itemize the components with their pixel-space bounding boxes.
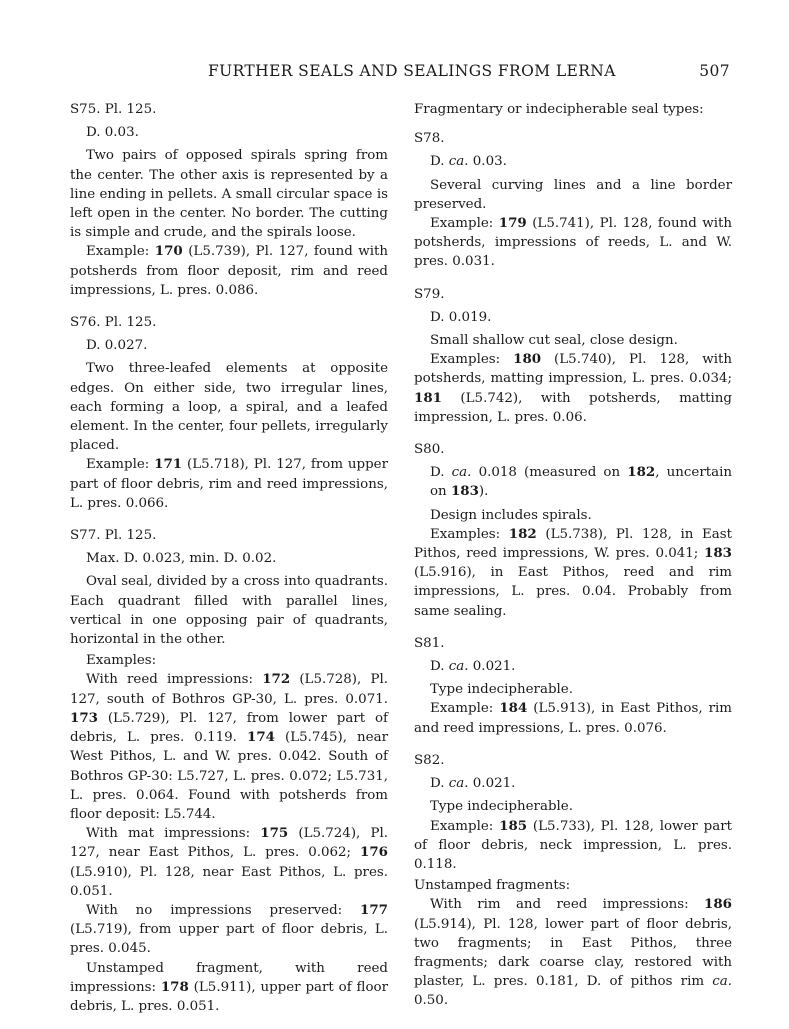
dimension: [430, 657, 732, 676]
description: Type indecipherable.: [430, 682, 573, 698]
dim-text: D.: [430, 154, 449, 170]
item-label: Unstamped fragment, with reed impressions:: [70, 960, 388, 995]
example: [70, 242, 388, 300]
catalog-number: 178: [160, 978, 189, 995]
example-label: Example:: [86, 244, 155, 260]
example-label: Example:: [430, 818, 500, 834]
running-title: FURTHER SEALS AND SEALINGS FROM LERNA: [208, 62, 616, 80]
catalog-number: 181: [414, 389, 442, 406]
example-text: (L5.742), with potsherds, matting impression, L. pres. 0.06.: [414, 390, 732, 425]
page-number: 507: [699, 62, 730, 80]
circa: ca.: [712, 974, 732, 990]
dim-text: D.: [430, 465, 452, 481]
example: [70, 455, 388, 513]
description: Two three-leafed elements at opposite edges. On either side, two irregular lines, each forming a loop, a spiral, and a leafed element. In the center, four pellets, irregularly placed.: [70, 361, 388, 454]
catalog-number: 179: [498, 215, 527, 232]
entry-heading: S81.: [414, 635, 445, 651]
dimension: D. 0.027.: [86, 338, 148, 354]
item-text: (L5.914), Pl. 128, lower part of floor debris, two fragments; in East Pithos, three fragments; dark coarse clay, restored with plaster, L. pres. 0.181, D. of pithos rim: [414, 916, 732, 990]
entry-s78: [414, 129, 732, 271]
example-label: Example:: [86, 457, 155, 473]
example: [414, 214, 732, 272]
description: Type indecipherable.: [430, 799, 573, 815]
dimension: D. 0.019.: [430, 309, 492, 325]
dim-text: D.: [430, 659, 449, 675]
example-text: (L5.741), Pl. 128, found with potsherds, impressions of reeds, L. and W. pres. 0.031.: [414, 216, 732, 270]
dimension: Max. D. 0.023, min. D. 0.02.: [86, 551, 277, 567]
item-text: (L5.728), Pl. 127, south of Bothros GP-30, L. pres. 0.071.: [70, 672, 388, 707]
item-text: (L5.910), Pl. 128, near East Pithos, L. pres. 0.051.: [70, 864, 388, 899]
description: Several curving lines and a line border preserved.: [414, 177, 732, 212]
item-label: With rim and reed impressions:: [430, 897, 705, 913]
unstamped-fragment-item: [70, 959, 388, 1017]
catalog-number: 182: [508, 525, 537, 542]
entry-s75: [70, 100, 388, 300]
entry-heading: S77. Pl. 125.: [70, 528, 157, 544]
item-text: (L5.745), near West Pithos, L. and W. pres. 0.042. South of Bothros GP-30: L5.727, L. pres. 0.072; L5.731, L. pres. 0.064. Found with potsherds from floor deposit: L5.744.: [70, 730, 388, 822]
catalog-number: 171: [154, 456, 183, 473]
catalog-number: 175: [260, 825, 289, 842]
dimension: [430, 463, 732, 501]
dim-text: D.: [430, 776, 449, 792]
description: Oval seal, divided by a cross into quadrants. Each quadrant filled with parallel lines, vertical in one opposing pair of quadrants, horizontal in the other.: [70, 574, 388, 648]
dim-text: 0.021.: [468, 659, 516, 675]
catalog-number: 184: [499, 700, 528, 717]
catalog-number: 186: [704, 896, 732, 913]
example-text: (L5.740), Pl. 128, with potsherds, matting impression, L. pres. 0.034;: [414, 352, 732, 387]
item-label: With no impressions preserved:: [86, 902, 361, 918]
example-label: Examples:: [430, 526, 509, 542]
left-column: [70, 100, 388, 1029]
example-text: (L5.739), Pl. 127, found with potsherds from floor deposit, rim and reed impressions, L. pres. 0.086.: [70, 244, 388, 298]
item-label: With mat impressions:: [86, 826, 261, 842]
example-label: Example:: [430, 216, 499, 232]
entry-s77: [70, 526, 388, 1016]
catalog-number: 180: [513, 351, 542, 368]
unstamped-fragments-item: [414, 895, 732, 1010]
catalog-number: 182: [627, 464, 656, 481]
item-text: (L5.911), upper part of floor debris, L. pres. 0.051.: [70, 979, 389, 1014]
catalog-number: 185: [499, 817, 528, 834]
entry-heading: S75. Pl. 125.: [70, 102, 157, 117]
entry-s81: [414, 634, 732, 738]
section-title: Fragmentary or indecipherable seal types:: [414, 102, 704, 117]
dim-text: 0.03.: [468, 154, 507, 170]
dim-text: , uncertain on: [430, 465, 732, 500]
page-header: [70, 62, 730, 84]
reed-impressions-item: [70, 670, 388, 824]
example-text: (L5.916), in East Pithos, reed and rim impressions, L. pres. 0.04. Probably from same sealing.: [414, 565, 732, 619]
dim-text: 0.021.: [468, 776, 516, 792]
entry-s76: [70, 313, 388, 513]
catalog-number: 172: [262, 671, 291, 688]
entry-s80: [414, 440, 732, 621]
example: [414, 817, 732, 875]
description: Two pairs of opposed spirals spring from the center. The other axis is represented by a line ending in pellets. A small circular space is left open in the center. No border. The cutting is simple and crude, and the spirals loose.: [70, 148, 388, 241]
mat-impressions-item: [70, 824, 388, 901]
example-label: Examples:: [430, 352, 514, 368]
circa: ca.: [451, 465, 472, 481]
examples-label: Examples:: [86, 653, 157, 669]
right-column: [414, 100, 732, 1024]
catalog-number: 170: [154, 243, 183, 260]
unstamped-fragments-label: Unstamped fragments:: [414, 878, 571, 894]
item-text: (L5.724), Pl. 127, near East Pithos, L. pres. 0.062;: [70, 826, 388, 861]
catalog-number: 176: [360, 844, 388, 861]
circa: ca.: [448, 154, 469, 170]
entry-heading: S76. Pl. 125.: [70, 315, 157, 331]
dimension: D. 0.03.: [86, 125, 139, 141]
item-text: (L5.729), Pl. 127, from lower part of debris, L. pres. 0.119.: [70, 710, 388, 746]
dim-text: ).: [478, 484, 489, 500]
entry-heading: S78.: [414, 131, 445, 147]
item-text: 0.50.: [414, 993, 449, 1009]
catalog-number: 183: [450, 483, 479, 500]
catalog-number: 177: [360, 901, 388, 918]
entry-heading: S82.: [414, 752, 445, 768]
example: [414, 350, 732, 427]
circa: ca.: [448, 776, 469, 792]
catalog-number: 183: [704, 545, 732, 562]
entry-heading: S80.: [414, 442, 445, 458]
description: Design includes spirals.: [430, 507, 592, 523]
entry-s82: [414, 751, 732, 1011]
dim-text: 0.018 (measured on: [471, 465, 628, 481]
dimension: [430, 774, 732, 793]
example-text: (L5.738), Pl. 128, in East Pithos, reed impressions, W. pres. 0.041;: [414, 526, 732, 562]
no-impressions-item: [70, 901, 388, 959]
example-text: (L5.718), Pl. 127, from upper part of floor debris, rim and reed impressions, L. pres. 0.066.: [70, 457, 388, 511]
entry-s79: [414, 285, 732, 427]
example: [414, 525, 732, 621]
example: [414, 699, 732, 737]
example-text: (L5.913), in East Pithos, rim and reed impressions, L. pres. 0.076.: [414, 701, 732, 736]
item-text: (L5.719), from upper part of floor debris, L. pres. 0.045.: [70, 922, 388, 957]
example-label: Example:: [430, 701, 500, 717]
description: Small shallow cut seal, close design.: [430, 333, 678, 349]
example-text: (L5.733), Pl. 128, lower part of floor debris, neck impression, L. pres. 0.118.: [414, 818, 732, 872]
item-label: With reed impressions:: [86, 672, 263, 688]
catalog-number: 174: [247, 729, 275, 746]
catalog-number: 173: [70, 709, 98, 726]
circa: ca.: [448, 659, 469, 675]
dimension: [430, 152, 732, 171]
entry-heading: S79.: [414, 286, 445, 302]
